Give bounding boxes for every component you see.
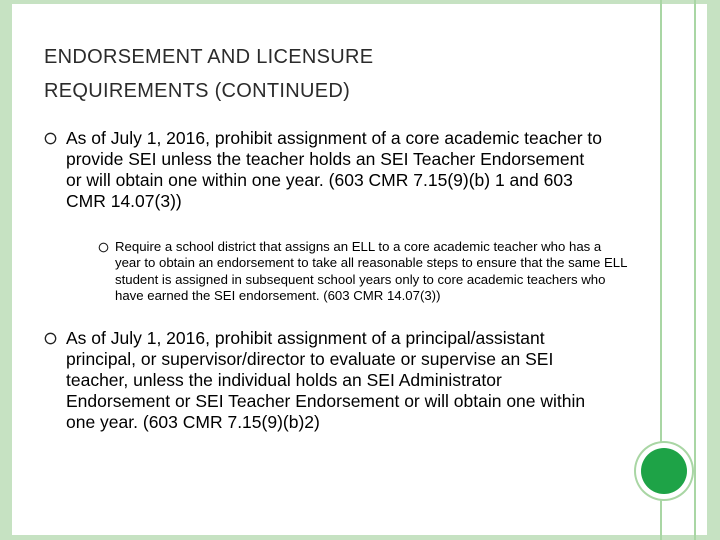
bullet-text-1: As of July 1, 2016, prohibit assignment of a core academic teacher to provide SEI unless the teacher holds an SEI Teacher Endorsement or will obtain one within one year. (603 CMR 7.15(9)(b) 1 and 603 CMR 14.07(3)) (66, 128, 602, 211)
sub-bullet-text-1: Require a school district that assigns an ELL to a core academic teacher who has a year to obtain an endorsement to take all reasonable steps to ensure that the same ELL student is assigned in subsequent school years only to core academic teachers who have earned the SEI endorsement. (603 CMR 14.07(3)) (115, 239, 627, 303)
title-line-1: ENDORSEMENT AND LICENSURE (44, 46, 374, 68)
frame-left-border (0, 0, 12, 540)
frame-right-border (707, 0, 720, 540)
frame-bottom-border (0, 535, 720, 540)
bullet-item-2 (44, 328, 604, 433)
slide-title (44, 40, 624, 108)
title-line-2: REQUIREMENTS (CONTINUED) (44, 80, 351, 102)
decorative-green-circle (641, 448, 687, 494)
bullet-item-1 (44, 128, 604, 212)
checkbox-bullet-icon (44, 332, 57, 345)
checkbox-bullet-icon (44, 132, 57, 145)
sub-bullet-item-1 (98, 239, 628, 304)
bullet-text-2: As of July 1, 2016, prohibit assignment of a principal/assistant principal, or supervisor/director to evaluate or supervise an SEI teacher, unless the individual holds an SEI Administrator Endorsement or SEI Teacher Endorsement or will obtain one within one year. (603 CMR 7.15(9)(b)2) (66, 328, 586, 432)
frame-top-border (0, 0, 720, 4)
checkbox-bullet-icon (98, 242, 109, 253)
